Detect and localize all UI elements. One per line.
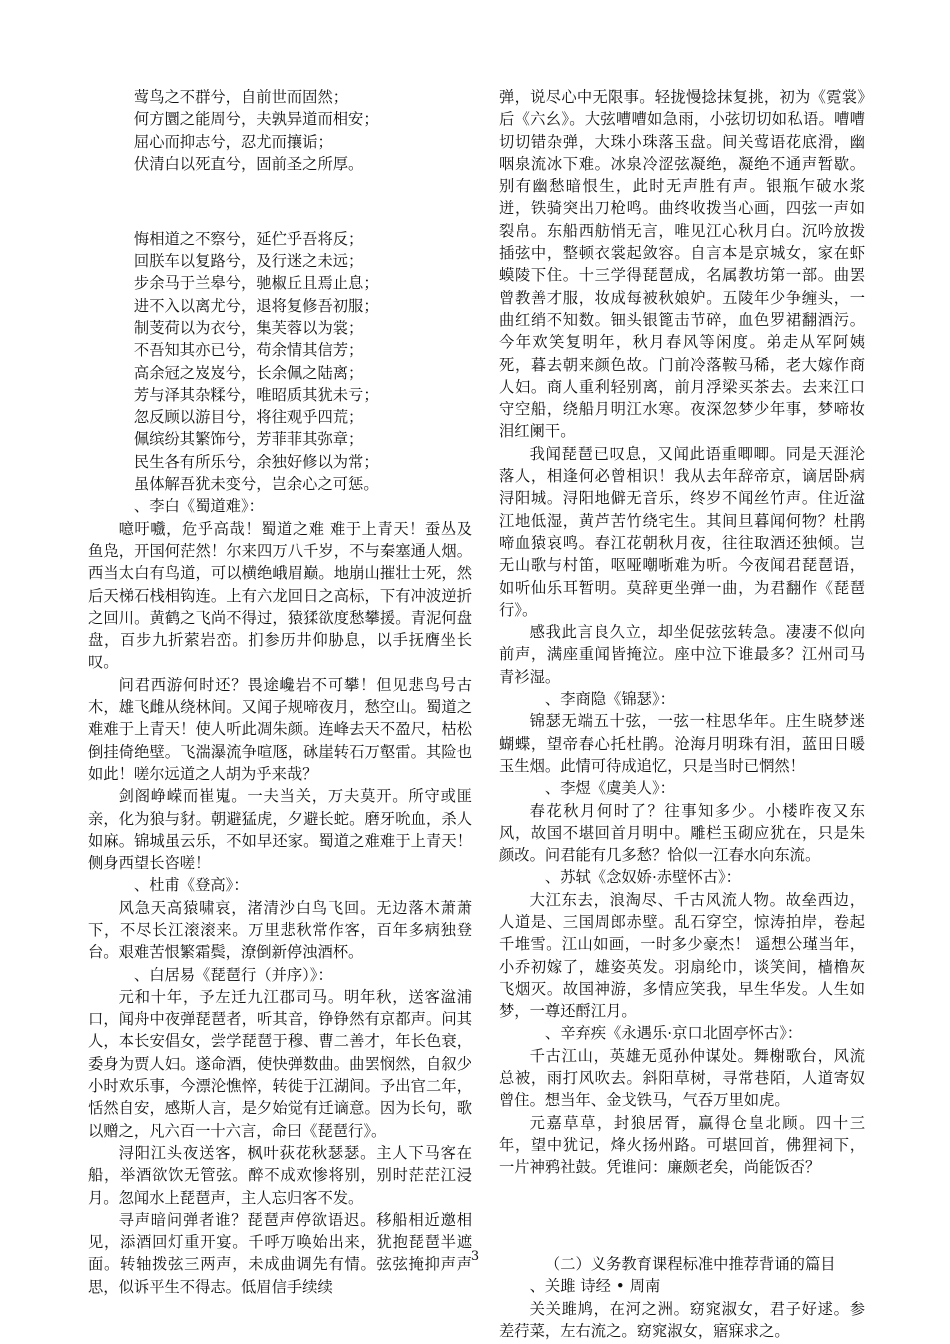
body-paragraph: 千古江山，英雄无觅孙仲谋处。舞榭歌台，风流总被，雨打风吹去。斜阳草树，寻常巷陌，人道寄奴曾住。想当年、金戈铁马，气吞万里如虎。 [499, 1046, 865, 1110]
body-paragraph: 元和十年，予左迁九江郡司马。明年秋，送客湓浦口，闻舟中夜弹琵琶者，听其音，铮铮然有京都声。问其人，本长安倡女，尝学琵琶于穆、曹二善才，年长色衰，委身为贾人妇。遂命酒，使快弹数曲。曲罢悯然，自叙少小时欢乐事，今漂沦憔悴，转徙于江湖间。予出官二年，恬然自安，感斯人言，是夕始觉有迁谪意。因为长句，歌以赠之，凡六百一十六言，命曰《琵琶行》。 [88, 987, 472, 1140]
section-heading: 、白居易《琵琶行（并序）》： [133, 965, 333, 984]
body-paragraph: 关关雎鸠，在河之洲。窈窕淑女，君子好逑。参差荇菜，左右流之。窈窕淑女，寤寐求之。 [499, 1299, 865, 1341]
poem-line: 芳与泽其杂糅兮，唯昭质其犹未亏； [133, 385, 379, 404]
poem-line: 屈心而抑志兮，忍尤而攘诟； [133, 132, 333, 151]
body-paragraph: 元嘉草草，封狼居胥，赢得仓皇北顾。四十三年，望中犹记，烽火扬州路。可堪回首，佛狸祠下，一片神鸦社鼓。凭谁问：廉颇老矣，尚能饭否？ [499, 1113, 865, 1177]
poem-line: 民生各有所乐兮，余独好修以为常； [133, 452, 379, 471]
section-heading: 、辛弃疾《永遇乐·京口北固亭怀古》： [544, 1024, 803, 1043]
section-subheading: 、关雎 诗经 • 周南 [529, 1277, 661, 1296]
body-paragraph: 噫吁嚱，危乎高哉！蜀道之难 难于上青天！蚕丛及鱼凫，开国何茫然！尔来四万八千岁，不与秦塞通人烟。西当太白有鸟道，可以横绝峨眉巅。地崩山摧壮士死，然后天梯石栈相钩连。上有六龙回日之高标，下有冲波逆折之回川。黄鹤之飞尚不得过，猿猱欲度愁攀援。青泥何盘盘，百步九折萦岩峦。扪参历井仰胁息，以手抚膺坐长叹。 [88, 519, 472, 672]
page-number: 3 [470, 1249, 480, 1264]
poem-line: 回朕车以复路兮，及行迷之未远； [133, 252, 364, 271]
section-heading: 、李白《蜀道难》： [133, 497, 264, 516]
body-paragraph: 风急天高猿啸哀，渚清沙白鸟飞回。无边落木萧萧下，不尽长江滚滚来。万里悲秋常作客，百年多病独登台。艰难苦恨繁霜鬓，潦倒新停浊酒杯。 [88, 898, 472, 962]
poem-line: 伏清白以死直兮，固前圣之所厚。 [133, 154, 364, 173]
poem-line: 莺鸟之不群兮，自前世而固然； [133, 88, 349, 106]
poem-line: 制芰荷以为衣兮，集芙蓉以为裳； [133, 318, 364, 337]
body-paragraph: 大江东去，浪淘尽、千古风流人物。故垒西边，人道是、三国周郎赤壁。乱石穿空，惊涛拍岸，卷起千堆雪。江山如画，一时多少豪杰！ 遥想公瑾当年，小乔初嫁了，雄姿英发。羽扇纶巾，谈笑间，樯橹灰飞烟灭。故国神游，多情应笑我，早生华发。人生如梦，一尊还酹江月。 [499, 890, 865, 1021]
body-paragraph: 感我此言良久立，却坐促弦弦转急。凄凄不似向前声，满座重闻皆掩泣。座中泣下谁最多？江州司马青衫湿。 [499, 623, 865, 686]
left-text-column [88, 86, 472, 1298]
poem-line: 何方圜之能周兮，夫孰异道而相安； [133, 110, 379, 129]
body-paragraph: 弹，说尽心中无限事。轻拢慢捻抹复挑，初为《霓裳》后《六幺》。大弦嘈嘈如急雨，小弦切切如私语。嘈嘈切切错杂弹，大珠小珠落玉盘。间关莺语花底滑，幽咽泉流冰下难。冰泉冷涩弦凝绝，凝绝不通声暂歇。别有幽愁暗恨生，此时无声胜有声。银瓶乍破水浆迸，铁骑突出刀枪鸣。曲终收拨当心画，四弦一声如裂帛。东船西舫悄无言，唯见江心秋月白。沉吟放拨插弦中，整顿衣裳起敛容。自言本是京城女，家在虾蟆陵下住。十三学得琵琶成，名属教坊第一部。曲罢曾教善才服，妆成每被秋娘妒。五陵年少争缠头，一曲红绡不知数。钿头银篦击节碎，血色罗裙翻酒污。今年欢笑复明年，秋月春风等闲度。弟走从军阿姨死，暮去朝来颜色故。门前冷落鞍马稀，老大嫁作商人妇。商人重利轻别离，前月浮梁买茶去。去来江口守空船，绕船月明江水寒。夜深忽梦少年事，梦啼妆泪红阑干。 [499, 88, 865, 441]
body-paragraph: 剑阁峥嵘而崔嵬。一夫当关，万夫莫开。所守或匪亲，化为狼与豺。朝避猛虎，夕避长蛇。磨牙吮血，杀人如麻。锦城虽云乐，不如早还家。蜀道之难难于上青天！侧身西望长咨嗟！ [88, 787, 472, 873]
poem-line: 不吾知其亦已兮，苟余情其信芳； [133, 341, 364, 360]
body-paragraph: 浔阳江头夜送客，枫叶荻花秋瑟瑟。主人下马客在船，举酒欲饮无管弦。醉不成欢惨将别，别时茫茫江浸月。忽闻水上琵琶声，主人忘归客不发。 [88, 1143, 472, 1207]
body-paragraph: 锦瑟无端五十弦，一弦一柱思华年。庄生晓梦迷蝴蝶，望帝春心托杜鹃。沧海月明珠有泪，蓝田日暖玉生烟。此情可待成追忆，只是当时已惘然！ [499, 712, 865, 775]
body-paragraph: 问君西游何时还？畏途巉岩不可攀！但见悲鸟号古木，雄飞雌从绕林间。又闻子规啼夜月，愁空山。蜀道之难难于上青天！使人听此凋朱颜。连峰去天不盈尺，枯松倒挂倚绝壁。飞湍瀑流争喧豗，砯崖转石万壑雷。其险也如此！嗟尔远道之人胡为乎来哉？ [88, 675, 472, 783]
poem-line: 进不入以离尤兮，退将复修吾初服； [133, 296, 379, 315]
poem-line: 佩缤纷其繁饰兮，芳菲菲其弥章； [133, 430, 364, 449]
poem-line: 忽反顾以游目兮，将往观乎四荒； [133, 408, 364, 427]
section-heading: 、杜甫《登高》： [133, 876, 249, 895]
section-break [499, 1194, 865, 1238]
section-heading: 、李煜《虞美人》： [544, 779, 675, 798]
stanza-break [88, 190, 472, 212]
poem-line: 高余冠之岌岌兮，长余佩之陆离； [133, 363, 364, 382]
section-heading: 、苏轼《念奴娇·赤壁怀古》： [544, 868, 741, 887]
poem-line: 虽体解吾犹未变兮，岂余心之可惩。 [133, 475, 379, 494]
section-heading: （二）义务教育课程标准中推荐背诵的篇目 [544, 1255, 836, 1274]
right-text-column [499, 86, 865, 1342]
poem-line: 悔相道之不察兮，延伫乎吾将反； [133, 229, 364, 248]
body-paragraph: 寻声暗问弹者谁？琵琶声停欲语迟。移船相近邀相见，添酒回灯重开宴。千呼万唤始出来，犹抱琵琶半遮面。转轴拨弦三两声，未成曲调先有情。弦弦掩抑声声思，似诉平生不得志。低眉信手续续 [88, 1210, 472, 1296]
body-paragraph: 我闻琵琶已叹息，又闻此语重唧唧。同是天涯沦落人，相逢何必曾相识！我从去年辞帝京，谪居卧病浔阳城。浔阳地僻无音乐，终岁不闻丝竹声。住近湓江地低湿，黄芦苦竹绕宅生。其间旦暮闻何物？杜鹃啼血猿哀鸣。春江花朝秋月夜，往往取酒还独倾。岂无山歌与村笛，呕哑嘲哳难为听。今夜闻君琵琶语，如听仙乐耳暂明。莫辞更坐弹一曲，为君翻作《琵琶行》。 [499, 444, 865, 619]
body-paragraph: 春花秋月何时了？往事知多少。小楼昨夜又东风，故国不堪回首月明中。雕栏玉砌应犹在，只是朱颜改。问君能有几多愁？恰似一江春水向东流。 [499, 801, 865, 865]
poem-line: 步余马于兰皋兮，驰椒丘且焉止息； [133, 274, 379, 293]
section-heading: 、李商隐《锦瑟》： [544, 690, 675, 709]
